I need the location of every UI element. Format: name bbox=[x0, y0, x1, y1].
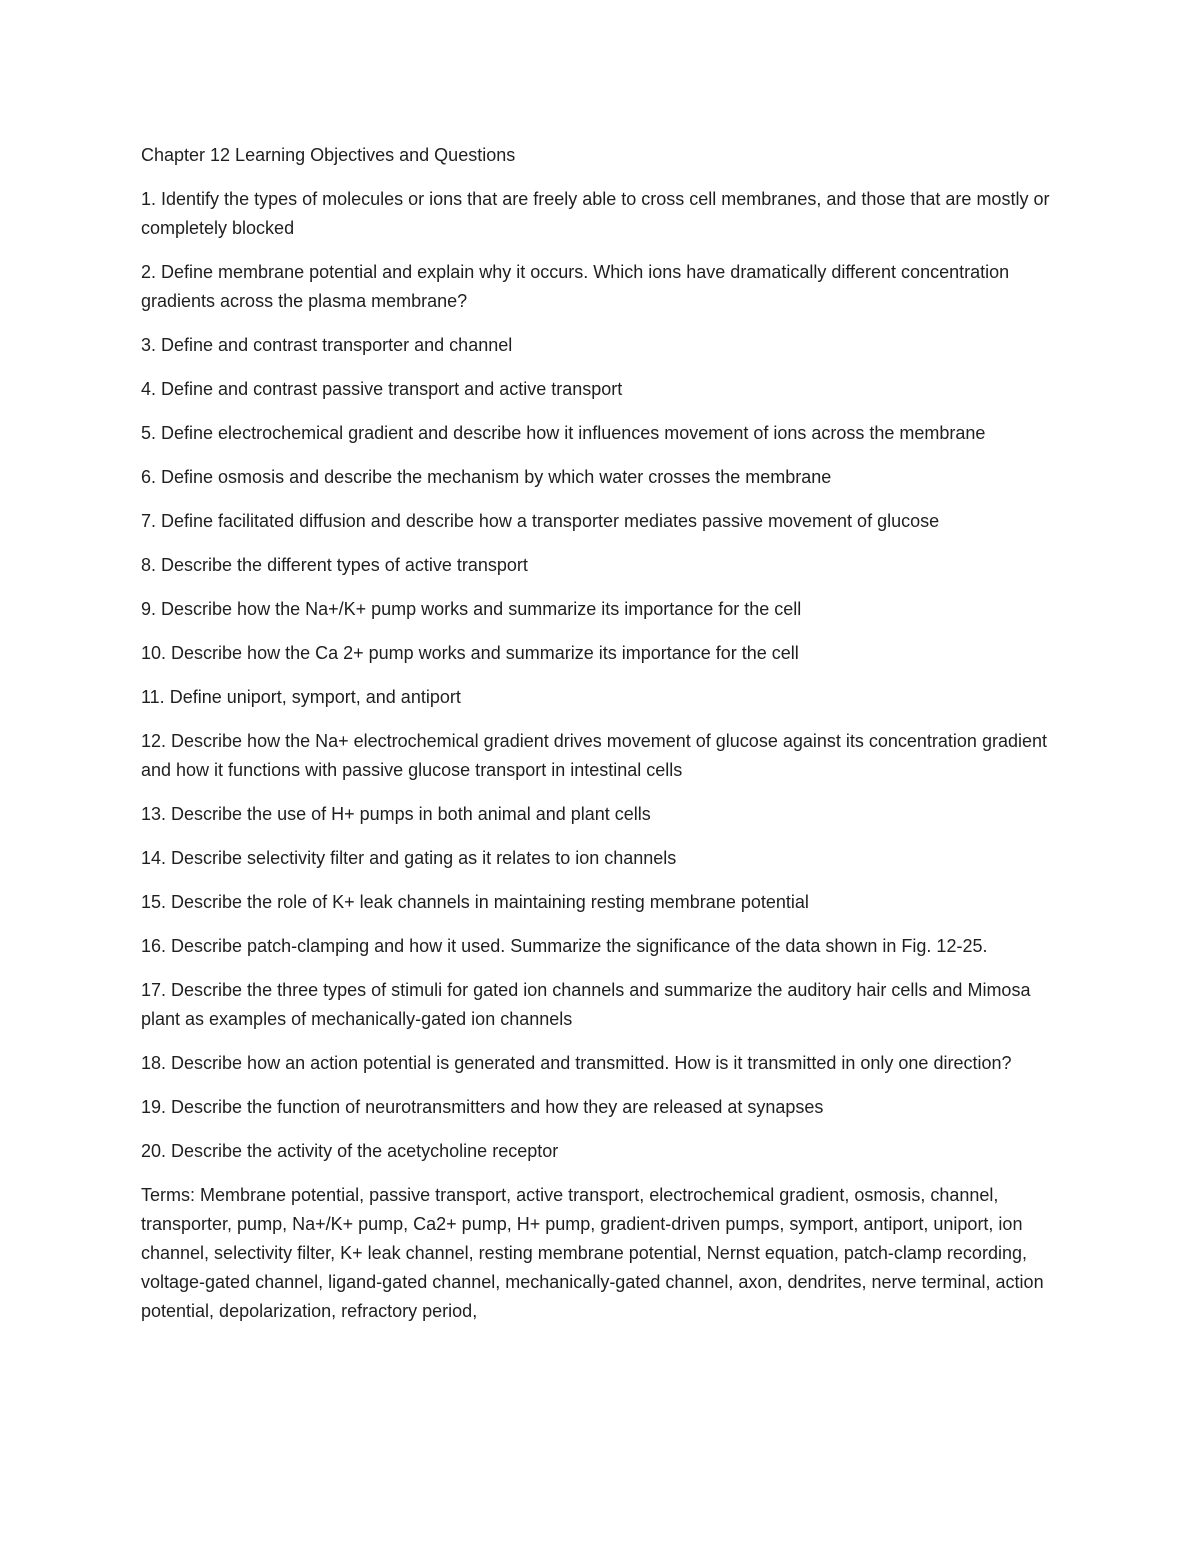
document-title: Chapter 12 Learning Objectives and Questions bbox=[141, 145, 516, 165]
question-item bbox=[141, 1049, 1066, 1078]
question-item bbox=[141, 463, 1066, 492]
question-number: 10. bbox=[141, 643, 167, 663]
question-item bbox=[141, 375, 1066, 404]
question-item bbox=[141, 888, 1066, 917]
question-number: 11. bbox=[141, 687, 165, 707]
question-number: 17. bbox=[141, 980, 167, 1000]
question-text: Describe how the Na+ electrochemical gradient drives movement of glucose against its concentration gradient and how it functions with passive glucose transport in intestinal cells bbox=[141, 731, 1047, 780]
question-text: Describe how the Ca 2+ pump works and summarize its importance for the cell bbox=[166, 643, 799, 663]
terms-paragraph: Terms: Membrane potential, passive transport, active transport, electrochemical gradient, osmosis, channel, transporter, pump, Na+/K+ pump, Ca2+ pump, H+ pump, gradient-driven pumps, symport, antiport, uniport, ion channel, selectivity filter, K+ leak channel, resting membrane potential, Nernst equation, patch-clamp recording, voltage-gated channel, ligand-gated channel, mechanically-gated channel, axon, dendrites, nerve terminal, action potential, depolarization, refractory period, bbox=[141, 1185, 1044, 1321]
question-text: Define and contrast transporter and channel bbox=[156, 335, 513, 355]
question-text: Describe the use of H+ pumps in both animal and plant cells bbox=[166, 804, 651, 824]
question-text: Describe the role of K+ leak channels in maintaining resting membrane potential bbox=[166, 892, 809, 912]
question-number: 6. bbox=[141, 467, 157, 487]
question-number: 8. bbox=[141, 555, 157, 575]
question-text: Describe the three types of stimuli for gated ion channels and summarize the auditory hair cells and Mimosa plant as examples of mechanically-gated ion channels bbox=[141, 980, 1031, 1029]
question-item bbox=[141, 800, 1066, 829]
question-text: Describe the function of neurotransmitters and how they are released at synapses bbox=[166, 1097, 824, 1117]
question-text: Identify the types of molecules or ions that are freely able to cross cell membranes, and those that are mostly or completely blocked bbox=[141, 189, 1050, 238]
question-text: Define and contrast passive transport and active transport bbox=[156, 379, 623, 399]
question-number: 4. bbox=[141, 379, 157, 399]
question-item bbox=[141, 1137, 1066, 1166]
question-text: Describe selectivity filter and gating as it relates to ion channels bbox=[166, 848, 677, 868]
question-text: Define uniport, symport, and antiport bbox=[164, 687, 461, 707]
question-text: Describe how the Na+/K+ pump works and summarize its importance for the cell bbox=[156, 599, 802, 619]
question-item bbox=[141, 1093, 1066, 1122]
question-text: Describe the different types of active transport bbox=[156, 555, 528, 575]
question-number: 12. bbox=[141, 731, 167, 751]
question-number: 16. bbox=[141, 936, 167, 956]
question-number: 3. bbox=[141, 335, 157, 355]
question-number: 15. bbox=[141, 892, 167, 912]
question-text: Define facilitated diffusion and describe how a transporter mediates passive movement of glucose bbox=[156, 511, 940, 531]
question-number: 18. bbox=[141, 1053, 167, 1073]
question-number: 20. bbox=[141, 1141, 167, 1161]
document-body bbox=[141, 141, 1066, 1341]
question-text: Describe the activity of the acetycholine receptor bbox=[166, 1141, 559, 1161]
question-number: 7. bbox=[141, 511, 157, 531]
question-item bbox=[141, 331, 1066, 360]
question-item bbox=[141, 595, 1066, 624]
question-number: 1. bbox=[141, 189, 157, 209]
question-item bbox=[141, 844, 1066, 873]
question-number: 5. bbox=[141, 423, 157, 443]
question-number: 13. bbox=[141, 804, 167, 824]
question-number: 9. bbox=[141, 599, 157, 619]
question-item bbox=[141, 639, 1066, 668]
question-item bbox=[141, 932, 1066, 961]
question-item bbox=[141, 727, 1066, 785]
question-text: Describe patch-clamping and how it used. Summarize the significance of the data shown in Fig. 12-25. bbox=[166, 936, 988, 956]
question-text: Define electrochemical gradient and describe how it influences movement of ions across the membrane bbox=[156, 423, 986, 443]
question-item bbox=[141, 683, 1066, 712]
question-number: 2. bbox=[141, 262, 157, 282]
question-item bbox=[141, 507, 1066, 536]
question-number: 14. bbox=[141, 848, 167, 868]
question-text: Describe how an action potential is generated and transmitted. How is it transmitted in only one direction? bbox=[166, 1053, 1012, 1073]
question-item bbox=[141, 419, 1066, 448]
question-item bbox=[141, 976, 1066, 1034]
question-item bbox=[141, 185, 1066, 243]
question-text: Define osmosis and describe the mechanism by which water crosses the membrane bbox=[156, 467, 832, 487]
question-number: 19. bbox=[141, 1097, 167, 1117]
question-text: Define membrane potential and explain why it occurs. Which ions have dramatically different concentration gradients across the plasma membrane? bbox=[141, 262, 1010, 311]
question-item bbox=[141, 258, 1066, 316]
question-item bbox=[141, 551, 1066, 580]
